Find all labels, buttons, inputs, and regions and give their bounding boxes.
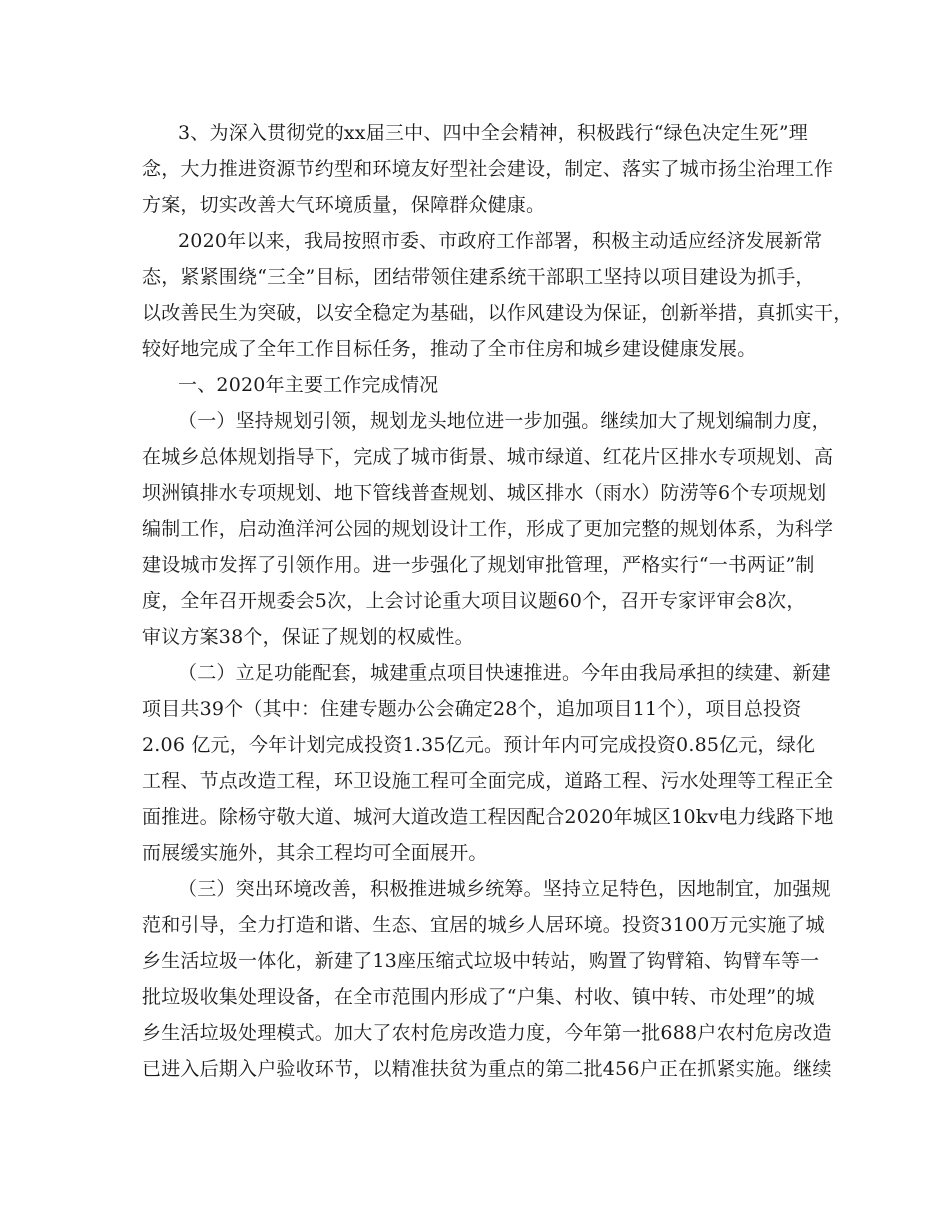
text-line: 建设城市发挥了引领作用。进一步强化了规划审批管理，严格实行“一书两证”制	[142, 554, 815, 576]
text-line: 批垃圾收集处理设备，在全市范围内形成了“户集、村收、镇中转、市处理”的城	[142, 986, 815, 1008]
text-line: （三）突出环境改善，积极推进城乡统筹。坚持立足特色，因地制宜，加强规	[178, 878, 831, 900]
text-line: 面推进。除杨守敬大道、城河大道改造工程因配合2020年城区10kv电力线路下地	[142, 806, 834, 828]
text-line: 乡生活垃圾处理模式。加大了农村危房改造力度，今年第一批688户农村危房改造	[142, 1022, 832, 1044]
text-line: （二）立足功能配套，城建重点项目快速推进。今年由我局承担的续建、新建	[178, 662, 831, 684]
text-line: 2.06 亿元，今年计划完成投资1.35亿元。预计年内可完成投资0.85亿元，绿化	[142, 734, 816, 756]
text-line: 编制工作，启动渔洋河公园的规划设计工作，形成了更加完整的规划体系，为科学	[142, 518, 834, 540]
text-line: 在城乡总体规划指导下，完成了城市街景、城市绿道、红花片区排水专项规划、高	[142, 446, 834, 468]
text-line: 态，紧紧围绕“三全”目标，团结带领住建系统干部职工坚持以项目建设为抓手，	[142, 266, 815, 288]
text-line: 以改善民生为突破，以安全稳定为基础，以作风建设为保证，创新举措，真抓实干，	[142, 302, 853, 324]
text-line: 而展缓实施外，其余工程均可全面展开。	[142, 842, 488, 864]
text-line: 乡生活垃圾一体化，新建了13座压缩式垃圾中转站，购置了钩臂箱、钩臂车等一	[142, 950, 820, 972]
text-line: 方案，切实改善大气环境质量，保障群众健康。	[142, 194, 546, 216]
text-line: 工程、节点改造工程，环卫设施工程可全面完成，道路工程、污水处理等工程正全	[142, 770, 834, 792]
section-heading: 一、2020年主要工作完成情况	[178, 374, 439, 396]
text-line: 已进入后期入户验收环节，以精准扶贫为重点的第二批456户正在抓紧实施。继续	[142, 1058, 832, 1080]
text-line: 较好地完成了全年工作目标任务，推动了全市住房和城乡建设健康发展。	[142, 338, 757, 360]
text-line: 项目共39个（其中：住建专题办公会确定28个，追加项目11个），项目总投资	[142, 698, 802, 720]
text-line: 2020年以来，我局按照市委、市政府工作部署，积极主动适应经济发展新常	[178, 230, 823, 252]
text-line: （一）坚持规划引领，规划龙头地位进一步加强。继续加大了规划编制力度，	[178, 410, 831, 432]
text-line: 度，全年召开规委会5次，上会讨论重大项目议题60个，召开专家评审会8次，	[142, 590, 806, 612]
text-line: 审议方案38个，保证了规划的权威性。	[142, 626, 474, 648]
text-line: 范和引导，全力打造和谐、生态、宜居的城乡人居环境。投资3100万元实施了城	[142, 914, 825, 936]
text-line: 3、为深入贯彻党的xx届三中、四中全会精神，积极践行“绿色决定生死”理	[178, 122, 808, 144]
text-line: 念，大力推进资源节约型和环境友好型社会建设，制定、落实了城市扬尘治理工作	[142, 158, 834, 180]
text-line: 坝洲镇排水专项规划、地下管线普查规划、城区排水（雨水）防涝等6个专项规划	[142, 482, 827, 504]
